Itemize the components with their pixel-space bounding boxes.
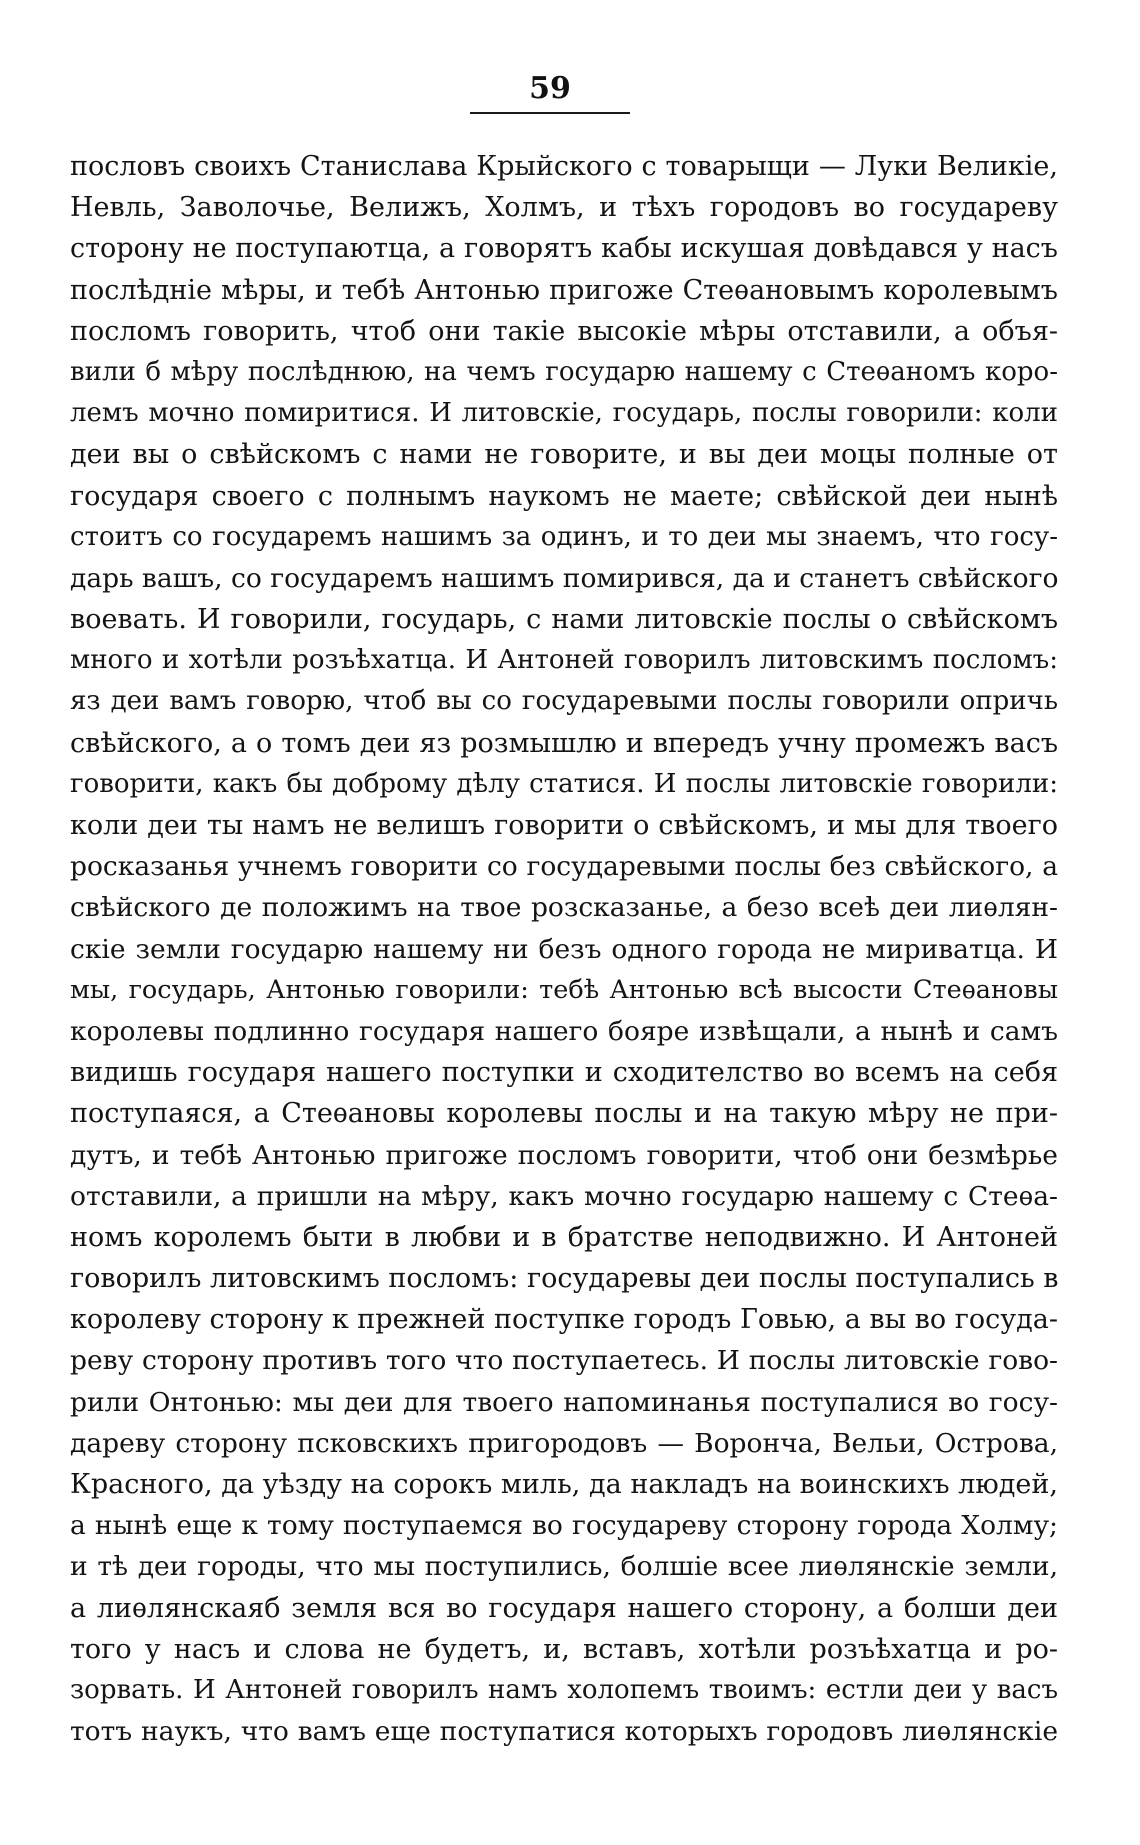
text-line: деи вы о свѣйскомъ с нами не говорите, и вы деи моцы полные от <box>70 439 1058 471</box>
text-line: свѣйского де положимъ на твое розсказанье, а безо всеѣ деи лиѳлян- <box>70 892 1058 924</box>
page-number-rule <box>470 112 630 114</box>
text-line: много и хотѣли розъѣхатца. И Антоней говорилъ литовскимъ посломъ: <box>70 645 1058 676</box>
text-line: того у насъ и слова не будетъ, и, вставъ, хотѣли розъѣхатца и ро- <box>70 1633 1058 1665</box>
text-line: отставили, а пришли на мѣру, какъ мочно государю нашему с Стеѳа- <box>70 1180 1058 1212</box>
text-line: а нынѣ еще к тому поступаемся во государеву сторону города Холму; <box>70 1510 1058 1542</box>
page-number: 59 <box>529 71 571 106</box>
text-line: говорилъ литовскимъ посломъ: государевы деи послы поступались в <box>70 1263 1058 1295</box>
text-line: дутъ, и тебѣ Антонью пригоже посломъ говорити, чтоб они безмѣрье <box>70 1139 1058 1171</box>
text-line: мы, государь, Антонью говорили: тебѣ Антонью всѣ высости Стеѳановы <box>70 974 1058 1005</box>
text-line: видишь государя нашего поступки и сходителство во всемъ на себя <box>70 1057 1058 1089</box>
text-line: зорвать. И Антоней говорилъ намъ холопемъ твоимъ: естли деи у васъ <box>70 1674 1058 1705</box>
text-line: стоитъ со государемъ нашимъ за одинъ, и то деи мы знаемъ, что госу- <box>70 521 1058 552</box>
text-line: поступаяся, а Стеѳановы королевы послы и на такую мѣру не при- <box>70 1098 1058 1130</box>
text-line: яз деи вамъ говорю, чтоб вы со государевыми послы говорили опричь <box>70 686 1058 717</box>
text-line: сторону не поступаютца, а говорятъ кабы искушая довѣдався у насъ <box>70 233 1058 265</box>
text-line: и тѣ деи городы, что мы поступились, болшіе всее лиѳлянскіе земли, <box>70 1551 1058 1583</box>
text-line: тотъ наукъ, что вамъ еще поступатися которыхъ городовъ лиѳлянскіе <box>70 1716 1058 1748</box>
text-line: росказанья учнемъ говорити со государевыми послы без свѣйского, а <box>70 851 1058 883</box>
text-line: пословъ своихъ Станислава Крыйского с товарыщи — Луки Великіе, <box>70 151 1058 182</box>
text-line: дарь вашъ, со государемъ нашимъ помирився, да и станетъ свѣйского <box>70 562 1058 594</box>
text-line: государя своего с полнымъ наукомъ не маете; свѣйской деи нынѣ <box>70 480 1058 512</box>
text-line: рили Онтонью: мы деи для твоего напоминанья поступалися во госу- <box>70 1386 1058 1418</box>
text-line: коли деи ты намъ не велишъ говорити о свѣйскомъ, и мы для твоего <box>70 810 1058 841</box>
text-line: дареву сторону псковскихъ пригородовъ — Ворончa, Вельи, Острова, <box>70 1427 1058 1459</box>
text-line: королеву сторону к прежней поступке городъ Говью, а вы во госуда- <box>70 1304 1058 1336</box>
text-line: лемъ мочно помиритися. И литовскіе, государь, послы говорили: коли <box>70 398 1058 429</box>
text-line: скіе земли государю нашему ни безъ одного города не мириватца. И <box>70 933 1058 965</box>
text-line: реву сторону противъ того что поступаетесь. И послы литовскіе гово- <box>70 1345 1058 1377</box>
text-line: Невль, Заволочье, Велижъ, Холмъ, и тѣхъ городовъ во государеву <box>70 192 1058 224</box>
text-line: Красного, да уѣзду на сорокъ миль, да накладъ на воинскихъ людей, <box>70 1469 1058 1500</box>
text-line: говорити, какъ бы доброму дѣлу статися. И послы литовскіе говорили: <box>70 768 1058 799</box>
text-line: послѣдніе мѣры, и тебѣ Антонью пригоже Стеѳановымъ королевымъ <box>70 274 1058 306</box>
text-line: а лиѳлянскаяб земля вся во государя нашего сторону, а болши деи <box>70 1592 1058 1624</box>
body-text <box>70 146 1058 1752</box>
text-line: посломъ говорить, чтоб они такіе высокіе мѣры отставили, а объя- <box>70 315 1058 347</box>
text-line: свѣйского, а о томъ деи яз розмышлю и впередъ учну промежъ васъ <box>70 727 1058 759</box>
text-line: вили б мѣру послѣднюю, на чемъ государю нашему с Стеѳаномъ коро- <box>70 356 1058 387</box>
text-line: номъ королемъ быти в любви и в братстве неподвижно. И Антоней <box>70 1221 1058 1253</box>
text-line: королевы подлинно государя нашего бояре извѣщали, а нынѣ и самъ <box>70 1015 1058 1047</box>
text-line: воевать. И говорили, государь, с нами литовскіе послы о свѣйскомъ <box>70 604 1058 636</box>
